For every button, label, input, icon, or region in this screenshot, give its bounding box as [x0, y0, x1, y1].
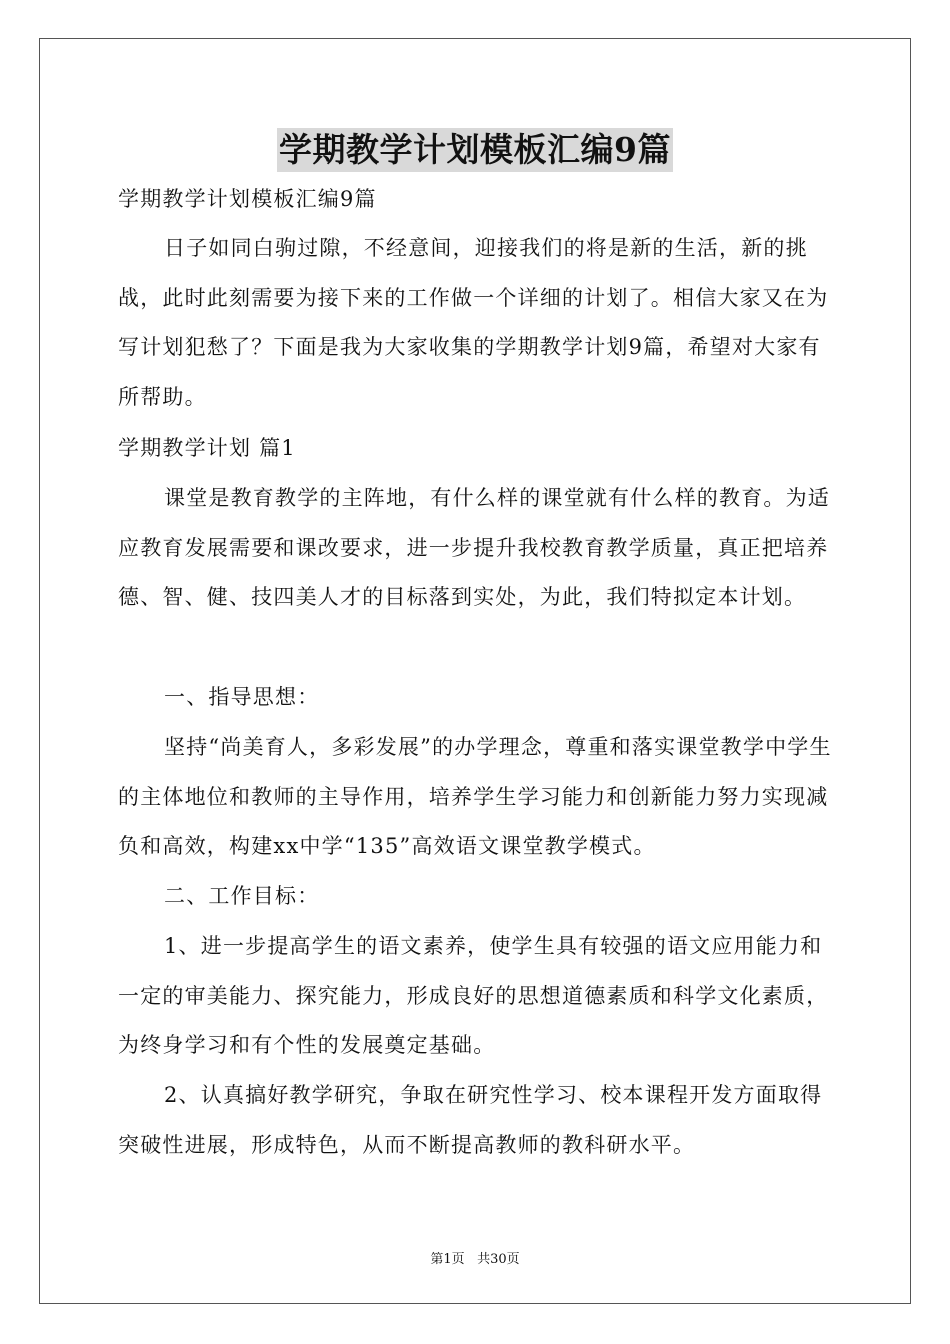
- document-title: 学期教学计划模板汇编9篇: [277, 128, 673, 172]
- subtitle: 学期教学计划模板汇编9篇: [118, 187, 377, 211]
- paragraph-2: 坚持“尚美育人，多彩发展”的办学理念，尊重和落实课堂教学中学生的主体地位和教师的主导作用，培养学生学习能力和创新能力努力实现减负和高效，构建xx中学“135”高效语文课堂教学模式。: [118, 735, 832, 858]
- heading-guiding-thought: 一、指导思想：: [164, 685, 320, 709]
- heading-work-goals: 二、工作目标：: [164, 884, 320, 908]
- title-container: [0, 128, 950, 172]
- paragraph-3: 1、进一步提高学生的语文素养，使学生具有较强的语文应用能力和一定的审美能力、探究能力，形成良好的思想道德素质和科学文化素质，为终身学习和有个性的发展奠定基础。: [118, 934, 829, 1057]
- page-footer: [0, 1248, 950, 1267]
- paragraph-4: 2、认真搞好教学研究，争取在研究性学习、校本课程开发方面取得突破性进展，形成特色，从而不断提高教师的教科研水平。: [118, 1083, 823, 1157]
- section-heading: 学期教学计划 篇1: [118, 436, 296, 460]
- paragraph-1: 课堂是教育教学的主阵地，有什么样的课堂就有什么样的教育。为适应教育发展需要和课改要求，进一步提升我校教育教学质量，真正把培养德、智、健、技四美人才的目标落到实处，为此，我们特拟定本计划。: [118, 486, 830, 609]
- intro-paragraph: 日子如同白驹过隙，不经意间，迎接我们的将是新的生活，新的挑战，此时此刻需要为接下来的工作做一个详细的计划了。相信大家又在为写计划犯愁了？下面是我为大家收集的学期教学计划9篇，希望对大家有所帮助。: [118, 236, 829, 409]
- total-pages: 共30页: [477, 1252, 520, 1267]
- page-number: 第1页: [430, 1252, 465, 1267]
